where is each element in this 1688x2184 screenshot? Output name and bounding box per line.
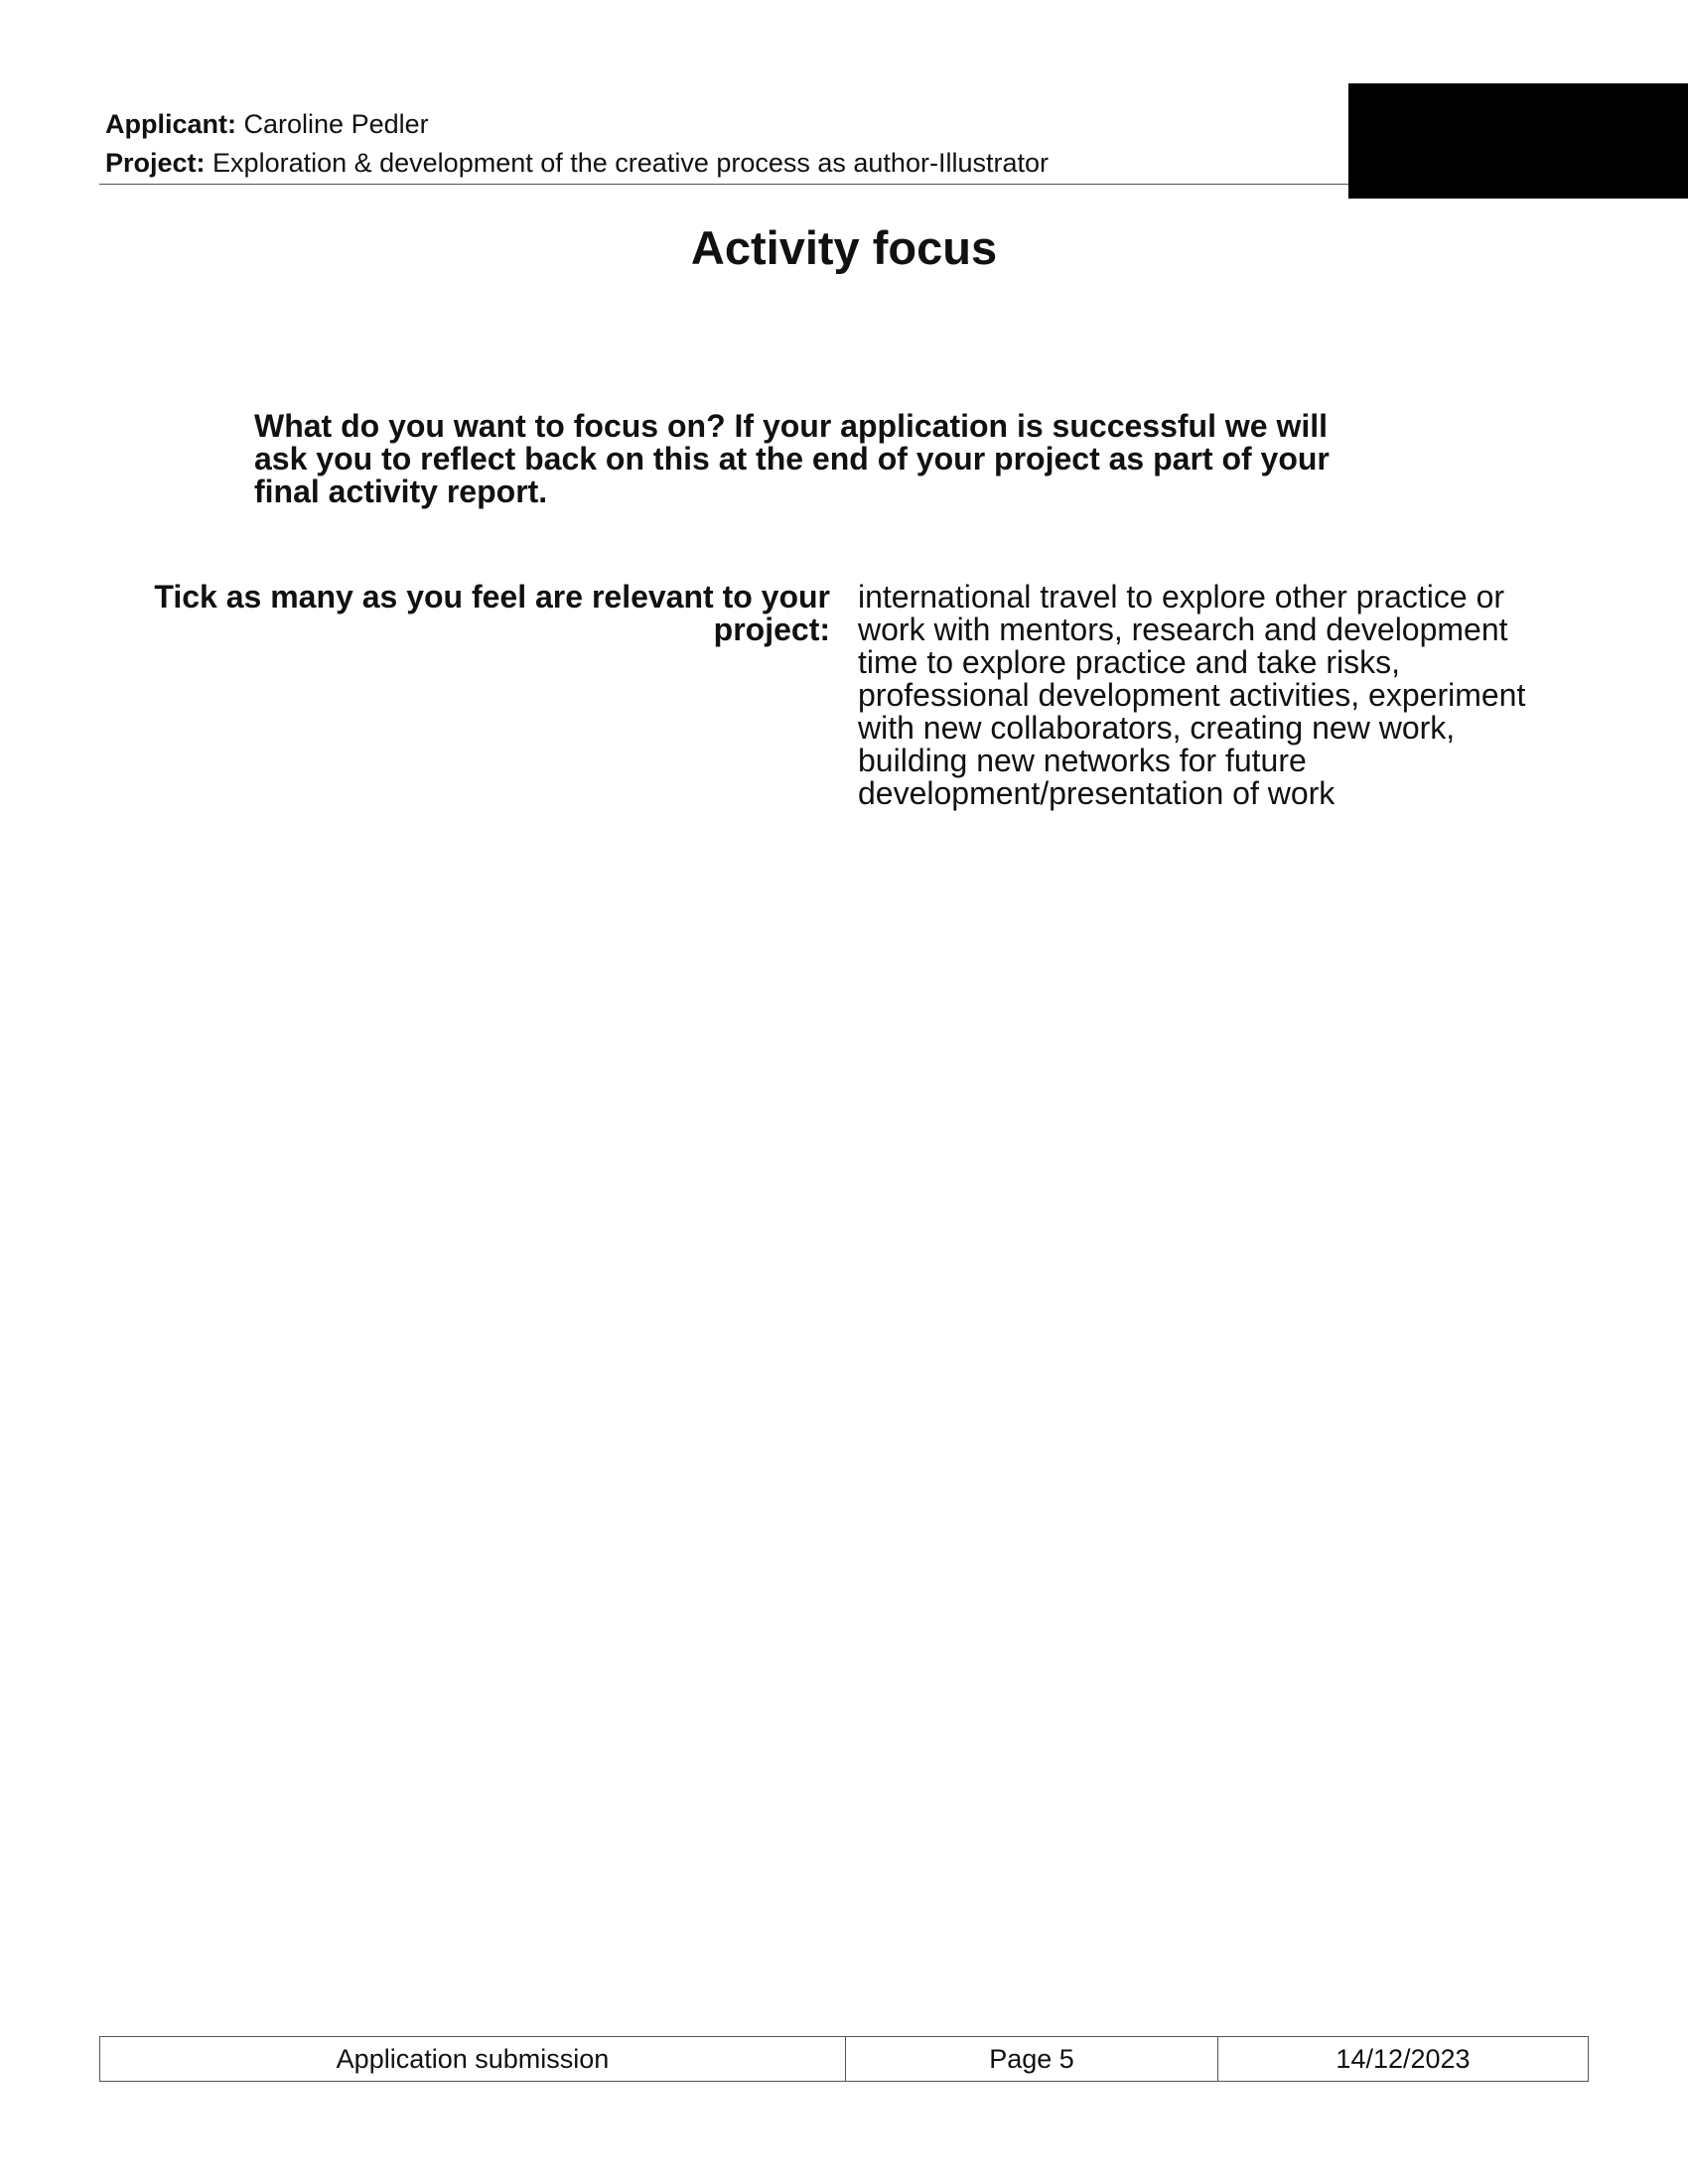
applicant-line bbox=[105, 105, 1049, 144]
field-label-line-2: project: bbox=[713, 612, 830, 647]
header-divider bbox=[99, 184, 1348, 185]
field-value-line-4: professional development activities, experiment bbox=[858, 677, 1526, 713]
field-value-line-6: building new networks for future bbox=[858, 743, 1307, 778]
applicant-value: Caroline Pedler bbox=[243, 109, 429, 139]
project-line bbox=[105, 144, 1049, 183]
field-value-line-5: with new collaborators, creating new work, bbox=[858, 710, 1456, 746]
project-label: Project: bbox=[105, 148, 206, 178]
page-title: Activity focus bbox=[690, 221, 998, 274]
field-value-line-7: development/presentation of work bbox=[858, 775, 1336, 811]
applicant-label: Applicant: bbox=[105, 109, 236, 139]
document-header bbox=[105, 105, 1049, 183]
footer-page-number: Page 5 bbox=[845, 2037, 1217, 2081]
focus-question bbox=[254, 410, 1426, 508]
redaction-box bbox=[1348, 83, 1688, 199]
field-label bbox=[89, 581, 830, 646]
field-value-line-3: time to explore practice and take risks, bbox=[858, 644, 1401, 680]
footer-document-type: Application submission bbox=[336, 2043, 610, 2074]
footer-date: 14/12/2023 bbox=[1217, 2037, 1588, 2081]
field-value-line-1: international travel to explore other practice or bbox=[858, 579, 1505, 614]
question-line-1: What do you want to focus on? If your application is successful we will bbox=[254, 408, 1328, 444]
field-value bbox=[858, 581, 1553, 810]
project-value: Exploration & development of the creative process as author-Illustrator bbox=[212, 148, 1049, 178]
question-line-3: final activity report. bbox=[254, 474, 548, 509]
page-footer bbox=[99, 2036, 1589, 2082]
question-line-2: ask you to reflect back on this at the end of your project as part of your bbox=[254, 441, 1330, 477]
field-value-line-2: work with mentors, research and development bbox=[858, 612, 1508, 647]
field-label-line-1: Tick as many as you feel are relevant to your bbox=[154, 579, 830, 614]
